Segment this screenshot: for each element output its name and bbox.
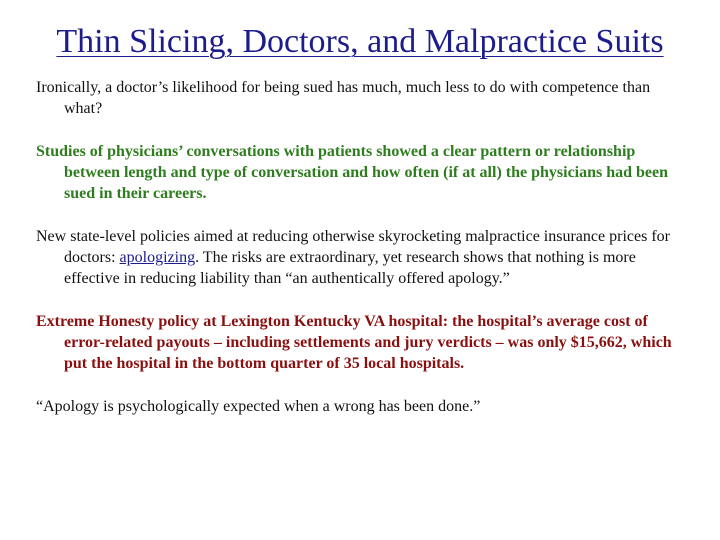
paragraph-physician-studies: Studies of physicians’ conversations with patients showed a clear pattern or relationship between length and type of conversation and how often (if at all) the physicians had been sued in their careers. xyxy=(36,143,669,202)
slide-body xyxy=(36,77,692,417)
paragraph-competence-question: Ironically, a doctor’s likelihood for being sued has much, much less to do with competence than what? xyxy=(36,79,651,117)
slide-title: Thin Slicing, Doctors, and Malpractice Suits xyxy=(56,23,664,60)
paragraph-state-policies-text-before: New state-level policies aimed at reducing otherwise skyrocketing malpractice insurance prices for doctors: xyxy=(36,228,670,266)
paragraph-apology-quote: “Apology is psychologically expected when a wrong has been done.” xyxy=(36,398,481,415)
paragraph-state-policies-text-after: . The risks are extraordinary, yet research shows that nothing is more effective in reducing liability than “an authentically offered apology.” xyxy=(64,249,636,287)
apologizing-link[interactable]: apologizing xyxy=(119,249,196,266)
paragraph-state-policies xyxy=(36,226,692,289)
paragraph-extreme-honesty: Extreme Honesty policy at Lexington Kentucky VA hospital: the hospital’s average cost of error-related payouts – including settlements and jury verdicts – was only $15,662, which put the hospital in the bottom quarter of 35 local hospitals. xyxy=(36,313,672,372)
